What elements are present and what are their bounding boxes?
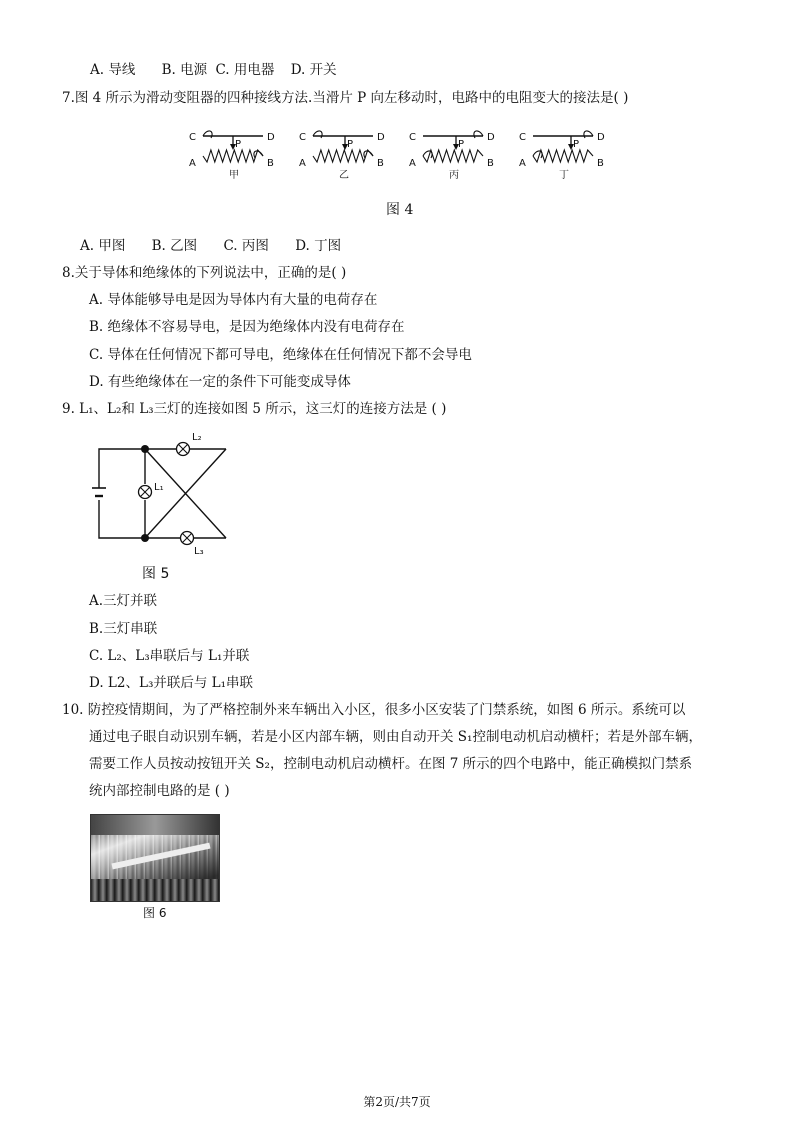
terminal-d-label: D: [487, 132, 495, 143]
q9-option-a: A.三灯并联: [89, 593, 158, 609]
photo-ground: [91, 879, 219, 901]
q10-line-4: 统内部控制电路的是 ( ): [89, 783, 230, 799]
q7-option-d: D. 丁图: [295, 238, 342, 254]
terminal-b-label: B: [597, 158, 604, 169]
rheostat-figure-4: [185, 118, 625, 188]
q9-option-b: B.三灯串联: [89, 621, 158, 637]
terminal-d-label: D: [267, 132, 275, 143]
q7-option-c: C. 丙图: [223, 238, 269, 254]
terminal-c-label: C: [409, 132, 416, 143]
rheostat-name-label: 丁: [559, 170, 569, 181]
rheostat-2: [299, 131, 385, 181]
q9-option-d: D. L2、L₃并联后与 L₁串联: [89, 675, 254, 691]
label-l3: L₃: [194, 546, 204, 557]
terminal-d-label: D: [597, 132, 605, 143]
terminal-a-label: A: [409, 158, 416, 169]
slider-p-label: P: [573, 139, 580, 150]
figure-4-caption: 图 4: [386, 202, 414, 218]
label-l1: L₁: [154, 482, 164, 493]
terminal-wire: [474, 131, 483, 138]
terminal-wire: [584, 131, 593, 138]
rheostat-name-label: 乙: [339, 170, 349, 181]
q8-option-d: D. 有些绝缘体在一定的条件下可能变成导体: [89, 374, 351, 390]
q8-stem: 8.关于导体和绝缘体的下列说法中，正确的是( ): [62, 265, 347, 281]
q9-stem: 9. L₁、L₂和 L₃三灯的连接如图 5 所示，这三灯的连接方法是 ( ): [62, 401, 447, 417]
q7-option-b: B. 乙图: [151, 238, 198, 254]
q8-option-c: C. 导体在任何情况下都可导电，绝缘体在任何情况下都不会导电: [89, 347, 472, 363]
junction-bottom: [141, 534, 149, 542]
terminal-b-label: B: [487, 158, 494, 169]
rheostat-4: [519, 131, 605, 181]
terminal-a-label: A: [189, 158, 196, 169]
photo-barrier-arm: [111, 843, 210, 870]
terminal-c-label: C: [189, 132, 196, 143]
lamp-l3: [181, 532, 194, 545]
photo-sky: [91, 815, 219, 835]
lamp-l2: [177, 443, 190, 456]
figure-6-caption: 图 6: [143, 906, 167, 920]
rheostat-name-label: 甲: [229, 170, 239, 181]
terminal-a-label: A: [299, 158, 306, 169]
q6-option-a: A. 导线: [90, 62, 136, 78]
q10-line-2: 通过电子眼自动识别车辆，若是小区内部车辆，则由自动开关 S₁控制电动机启动横杆；若是外部车辆，: [89, 729, 702, 745]
slider-p-label: P: [458, 139, 465, 150]
q6-option-d: D. 开关: [290, 62, 337, 78]
q6-option-b: B. 电源: [161, 62, 208, 78]
label-l2: L₂: [192, 432, 202, 443]
junction-top: [141, 445, 149, 453]
slider-p-label: P: [347, 139, 354, 150]
terminal-c-label: C: [519, 132, 526, 143]
circuit-figure-5: [88, 428, 238, 568]
q7-option-a: A. 甲图: [80, 238, 126, 254]
terminal-b-label: B: [267, 158, 274, 169]
lamp-l1: [139, 486, 152, 499]
terminal-d-label: D: [377, 132, 385, 143]
q10-line-3: 需要工作人员按动按钮开关 S₂，控制电动机启动横杆。在图 7 所示的四个电路中，能正确模拟门禁系: [89, 756, 693, 772]
q7-stem: 7.图 4 所示为滑动变阻器的四种接线方法.当滑片 P 向左移动时，电路中的电阻变大的接法是( ): [62, 90, 629, 106]
rheostat-1: [189, 131, 275, 181]
rheostat-name-label: 丙: [449, 170, 459, 181]
terminal-b-label: B: [377, 158, 384, 169]
gate-barrier-photo: [90, 814, 220, 902]
rheostat-3: [409, 131, 495, 181]
q9-option-c: C. L₂、L₃串联后与 L₁并联: [89, 648, 250, 664]
terminal-c-label: C: [299, 132, 306, 143]
q7-options: [80, 237, 363, 255]
q8-option-a: A. 导体能够导电是因为导体内有大量的电荷存在: [89, 292, 378, 308]
terminal-a-label: A: [519, 158, 526, 169]
terminal-wire: [313, 131, 322, 138]
q6-options: [90, 61, 359, 79]
q6-option-c: C. 用电器: [215, 62, 275, 78]
page-footer: 第2页/共7页: [363, 1095, 431, 1109]
figure-5-caption: 图 5: [142, 566, 170, 582]
q10-line-1: 10. 防控疫情期间，为了严格控制外来车辆出入小区，很多小区安装了门禁系统，如图 6 所示。系统可以: [62, 702, 686, 718]
slider-p-label: P: [235, 139, 242, 150]
q8-option-b: B. 绝缘体不容易导电，是因为绝缘体内没有电荷存在: [89, 319, 405, 335]
terminal-wire: [203, 131, 212, 138]
